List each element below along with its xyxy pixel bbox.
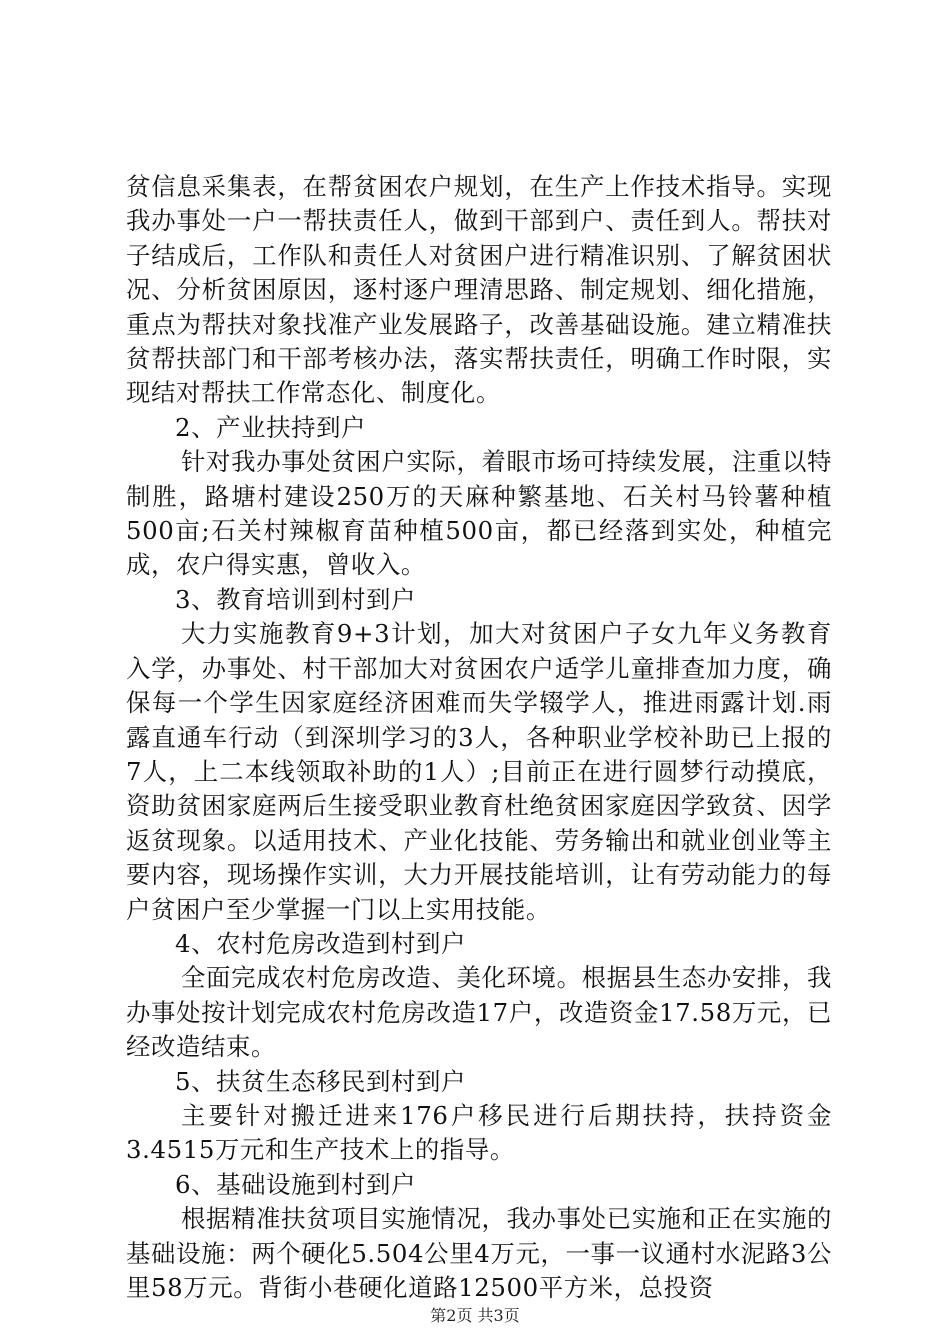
page-number-footer: 第2页 共3页 xyxy=(430,1306,520,1325)
paragraph-education-training: 大力实施教育9+3计划，加大对贫困户子女九年义务教育入学，办事处、村干部加大对贫困农户适学儿童排查加力度，确保每一个学生因家庭经济困难而失学辍学人，推进雨露计划.雨露直通车行动（到深圳学习的3人，各种职业学校补助已上报的7人，上二本线领取补助的1人）;目前正在进行圆梦行动摸底，资助贫困家庭两后生接受职业教育杜绝贫困家庭因学致贫、因学返贫现象。以适用技术、产业化技能、劳务输出和就业创业等主要内容，现场操作实训，大力开展技能培训，让有劳动能力的每户贫困户至少掌握一门以上实用技能。 xyxy=(126,619,832,924)
heading-eco-migration: 5、扶贫生态移民到村到户 xyxy=(175,1066,467,1096)
heading-housing-renovation: 4、农村危房改造到村到户 xyxy=(175,928,467,958)
paragraph-industry-support: 针对我办事处贫困户实际，着眼市场可持续发展，注重以特制胜，路塘村建设250万的天麻种繁基地、石关村马铃薯种植500亩;石关村辣椒育苗种植500亩，都已经落到实处，种植完成，农户得实惠，曾收入。 xyxy=(126,447,832,580)
heading-infrastructure: 6、基础设施到村到户 xyxy=(175,1169,417,1199)
paragraph-mechanism-continued: 贫信息采集表，在帮贫困农户规划，在生产上作技术指导。实现我办事处一户一帮扶责任人，做到干部到户、责任到人。帮扶对子结成后，工作队和责任人对贫困户进行精准识别、了解贫困状况、分析贫困原因，逐村逐户理清思路、制定规划、细化措施，重点为帮扶对象找准产业发展路子，改善基础设施。建立精准扶贫帮扶部门和干部考核办法，落实帮扶责任，明确工作时限，实现结对帮扶工作常态化、制度化。 xyxy=(126,172,832,408)
heading-education-training: 3、教育培训到村到户 xyxy=(175,584,417,614)
document-body xyxy=(126,170,832,1305)
paragraph-eco-migration: 主要针对搬迁进来176户移民进行后期扶持，扶持资金3.4515万元和生产技术上的指导。 xyxy=(126,1100,832,1165)
paragraph-infrastructure: 根据精准扶贫项目实施情况，我办事处已实施和正在实施的基础设施：两个硬化5.504公里4万元，一事一议通村水泥路3公里58万元。背街小巷硬化道路12500平方米，总投资 xyxy=(126,1204,832,1302)
paragraph-housing-renovation: 全面完成农村危房改造、美化环境。根据县生态办安排，我办事处按计划完成农村危房改造17户，改造资金17.58万元，已经改造结束。 xyxy=(126,963,832,1062)
heading-industry-support: 2、产业扶持到户 xyxy=(175,412,367,442)
